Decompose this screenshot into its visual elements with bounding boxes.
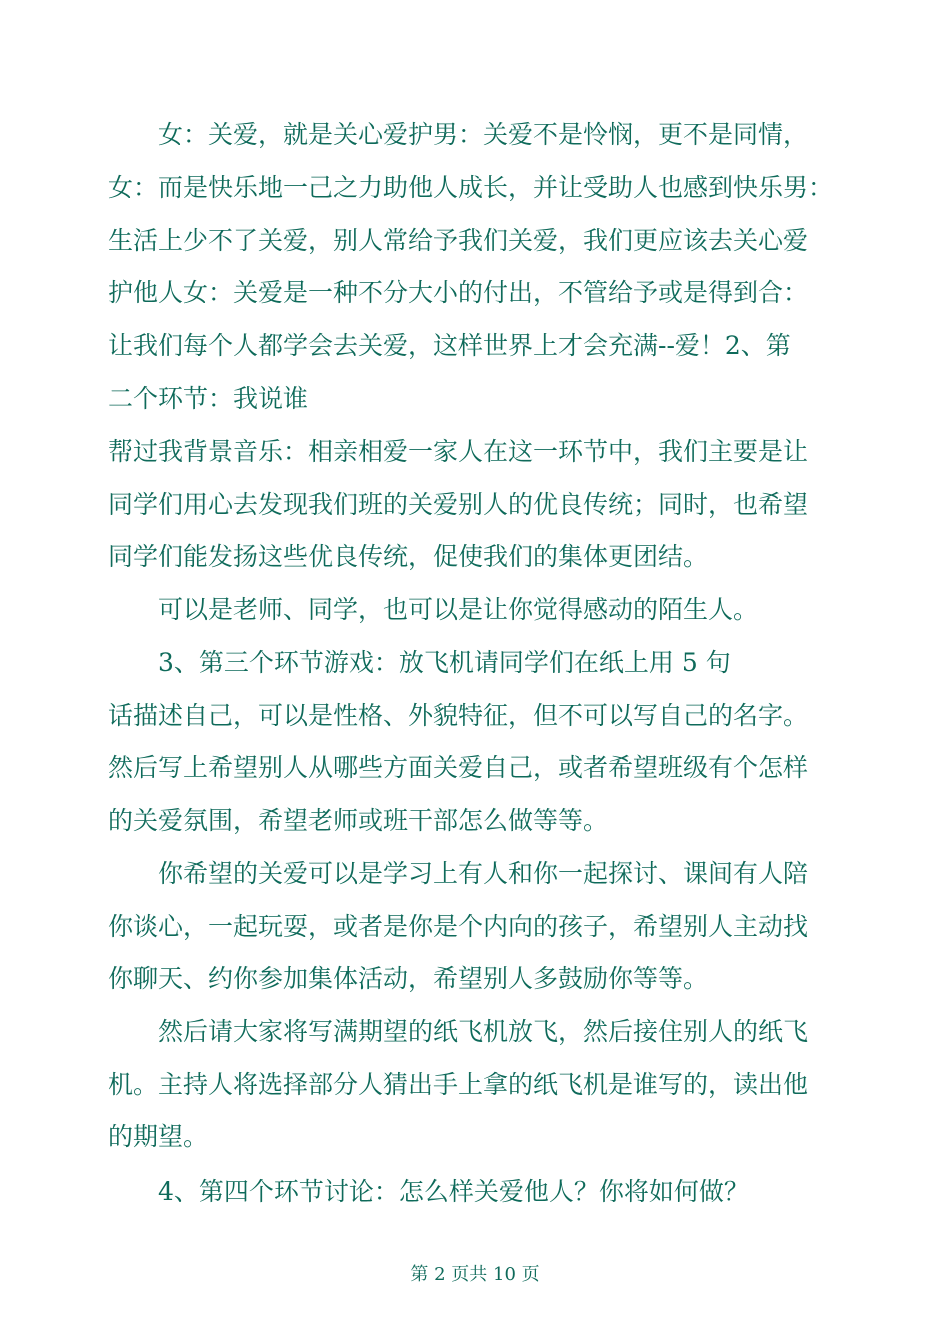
text-line: 生活上少不了关爱，别人常给予我们关爱，我们更应该去关心爱 <box>108 226 809 255</box>
text-line: 你谈心，一起玩耍，或者是你是个内向的孩子，希望别人主动找 <box>108 912 809 941</box>
text-line: 机。主持人将选择部分人猜出手上拿的纸飞机是谁写的，读出他 <box>108 1070 809 1099</box>
text-line: 护他人女：关爱是一种不分大小的付出，不管给予或是得到合： <box>108 278 809 307</box>
text-line: 女：而是快乐地一己之力助他人成长，并让受助人也感到快乐男： <box>108 173 834 202</box>
text-line: 3、第三个环节游戏：放飞机请同学们在纸上用 5 句 <box>158 648 731 677</box>
text-line: 你希望的关爱可以是学习上有人和你一起探讨、课间有人陪 <box>158 859 809 888</box>
text-line: 的期望。 <box>108 1122 209 1151</box>
text-line: 同学们用心去发现我们班的关爱别人的优良传统；同时，也希望 <box>108 490 809 519</box>
text-line: 让我们每个人都学会去关爱，这样世界上才会充满--爱！2、第 <box>108 331 791 360</box>
page-number-footer: 第 2 页共 10 页 <box>410 1264 540 1285</box>
text-line: 你聊天、约你参加集体活动，希望别人多鼓励你等等。 <box>108 964 709 993</box>
text-line: 的关爱氛围，希望老师或班干部怎么做等等。 <box>108 806 609 835</box>
text-line: 4、第四个环节讨论：怎么样关爱他人？你将如何做？ <box>158 1177 749 1206</box>
text-line: 然后写上希望别人从哪些方面关爱自己，或者希望班级有个怎样 <box>108 753 809 782</box>
text-line: 帮过我背景音乐：相亲相爱一家人在这一环节中，我们主要是让 <box>108 437 809 466</box>
text-line: 同学们能发扬这些优良传统，促使我们的集体更团结。 <box>108 542 709 571</box>
text-line: 可以是老师、同学，也可以是让你觉得感动的陌生人。 <box>158 595 759 624</box>
text-line: 然后请大家将写满期望的纸飞机放飞，然后接住别人的纸飞 <box>158 1017 809 1046</box>
text-line: 女：关爱，就是关心爱护男：关爱不是怜悯，更不是同情， <box>158 120 809 149</box>
text-line: 话描述自己，可以是性格、外貌特征，但不可以写自己的名字。 <box>108 701 809 730</box>
text-line: 二个环节：我说谁 <box>108 384 309 413</box>
